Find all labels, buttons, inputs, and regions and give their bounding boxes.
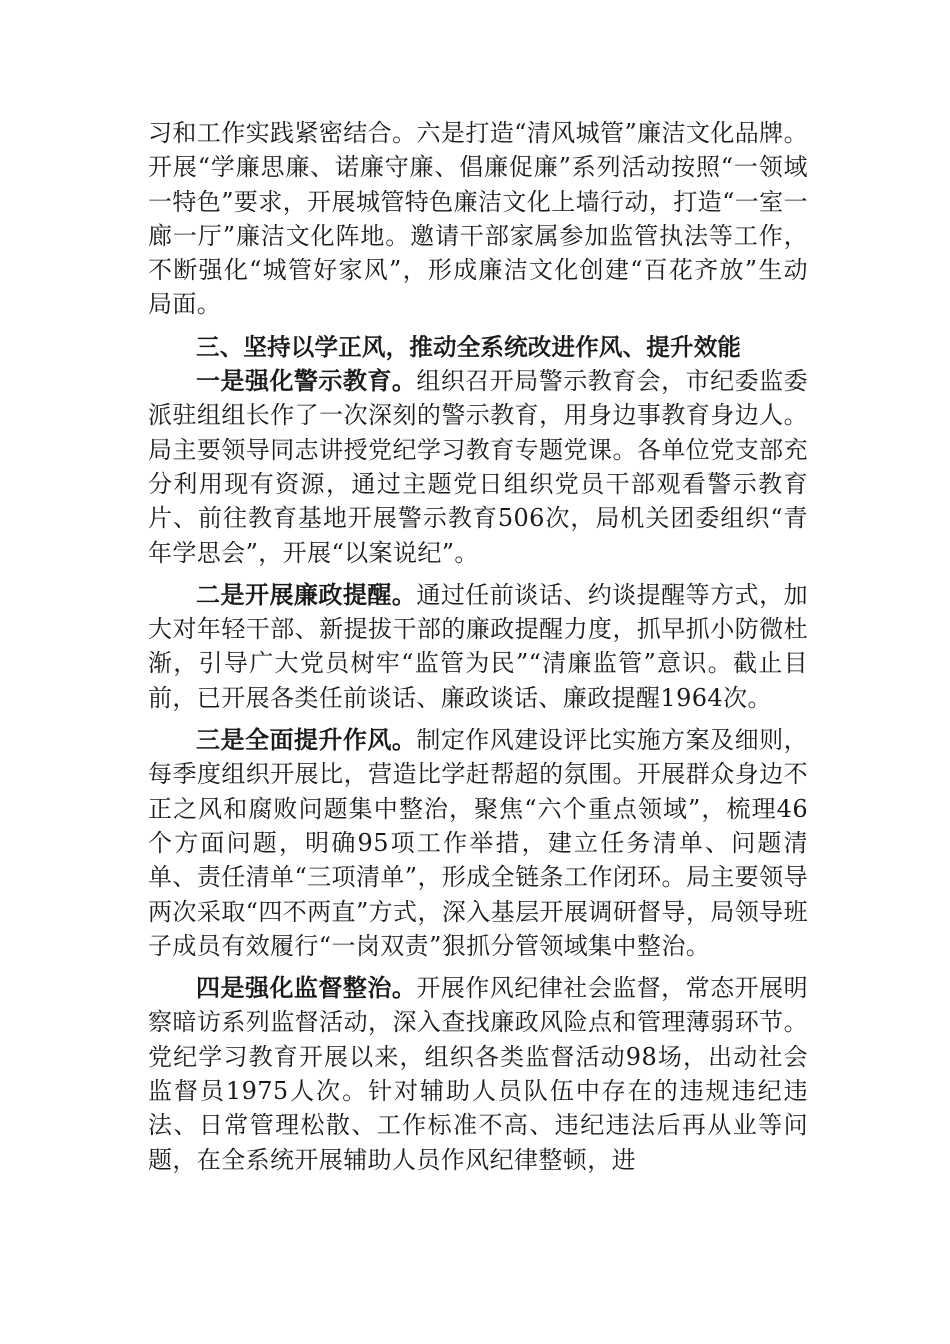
paragraph-body: 通过任前谈话、约谈提醒等方式，加大对年轻干部、新提拔干部的廉政提醒力度，抓早抓小防微杜渐，引导广大党员树牢“监管为民”“清廉监管”意识。截止目前，已开展各类任前谈话、廉政谈话、廉政提醒1964次。 [148,580,808,712]
paragraph-warning-education [148,364,808,570]
paragraph-integrity-reminder [148,578,808,715]
paragraph-style-improvement [148,723,808,963]
paragraph-lead: 二是开展廉政提醒。 [196,580,417,609]
paragraph-lead: 三是全面提升作风。 [196,726,417,755]
paragraph-body: 组织召开局警示教育会，市纪委监委派驻组组长作了一次深刻的警示教育，用身边事教育身边人。局主要领导同志讲授党纪学习教育专题党课。各单位党支部充分利用现有资源，通过主题党日组织党员干部观看警示教育片、前往教育基地开展警示教育506次，局机关团委组织“青年学思会”，开展“以案说纪”。 [148,367,808,567]
paragraph-lead: 一是强化警示教育。 [196,367,417,396]
continuation-paragraph: 习和工作实践紧密结合。六是打造“清风城管”廉洁文化品牌。开展“学廉思廉、诺廉守廉、倡廉促廉”系列活动按照“一领域一特色”要求，开展城管特色廉洁文化上墙行动，打造“一室一廊一厅”廉洁文化阵地。邀请干部家属参加监管执法等工作，不断强化“城管好家风”，形成廉洁文化创建“百花齐放”生动局面。 [148,119,808,319]
paragraph-body: 制定作风建设评比实施方案及细则，每季度组织开展比，营造比学赶帮超的氛围。开展群众身边不正之风和腐败问题集中整治，聚焦“六个重点领域”，梳理46个方面问题，明确95项工作举措，建立任务清单、问题清单、责任清单“三项清单”，形成全链条工作闭环。局主要领导两次采取“四不两直”方式，深入基层开展调研督导，局领导班子成员有效履行“一岗双责”狠抓分管领域集中整治。 [148,726,808,960]
paragraph-lead: 四是强化监督整治。 [196,974,417,1003]
paragraph-supervision-rectification [148,971,808,1177]
paragraph-body: 开展作风纪律社会监督，常态开展明察暗访系列监督活动，深入查找廉政风险点和管理薄弱环节。党纪学习教育开展以来，组织各类监督活动98场，出动社会监督员1975人次。针对辅助人员队伍中存在的违规违纪违法、日常管理松散、工作标准不高、违纪违法后再从业等问题，在全系统开展辅助人员作风纪律整顿，进 [148,974,808,1174]
section-heading: 三、坚持以学正风，推动全系统改进作风、提升效能 [196,332,742,361]
document-body [148,116,808,1177]
